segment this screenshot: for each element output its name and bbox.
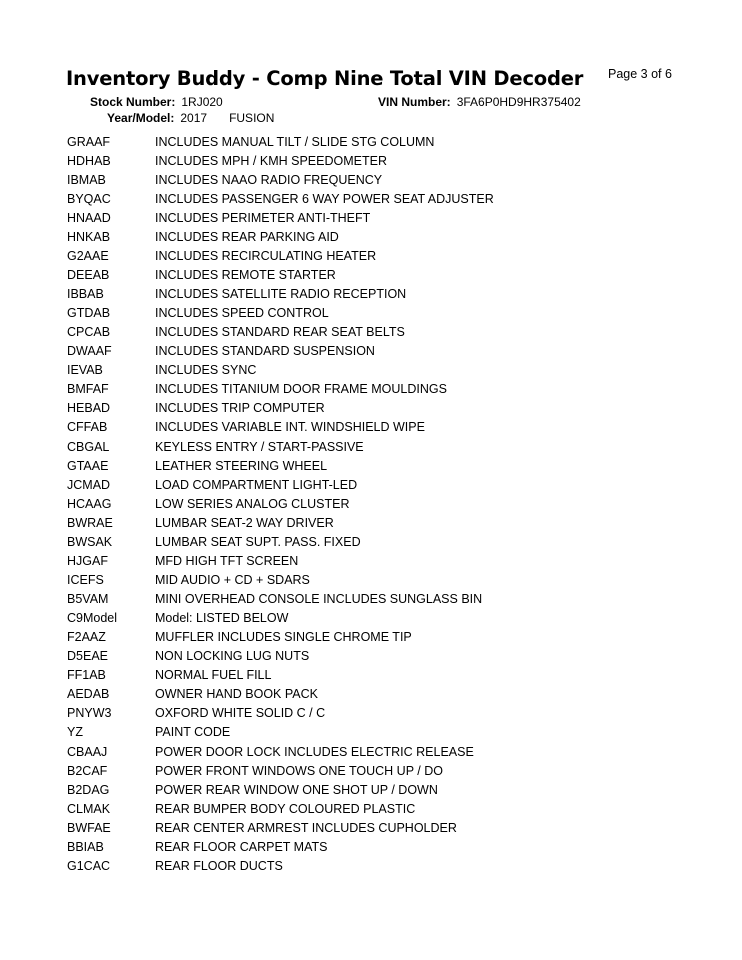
document-title: Inventory Buddy - Comp Nine Total VIN Decoder [66, 67, 584, 90]
list-item [67, 799, 667, 818]
option-code: PNYW3 [67, 706, 112, 721]
option-code: HNAAD [67, 210, 111, 225]
list-item [67, 132, 667, 151]
option-description: INCLUDES MANUAL TILT / SLIDE STG COLUMN [155, 134, 435, 149]
list-item [67, 647, 667, 666]
option-description: POWER REAR WINDOW ONE SHOT UP / DOWN [155, 782, 438, 797]
option-description: INCLUDES REAR PARKING AID [155, 229, 339, 244]
list-item [67, 532, 667, 551]
option-description: OXFORD WHITE SOLID C / C [155, 706, 326, 721]
option-description: LUMBAR SEAT SUPT. PASS. FIXED [155, 534, 361, 549]
vin-number [378, 95, 581, 109]
option-code-list [67, 132, 667, 875]
option-description: Model: LISTED BELOW [155, 611, 289, 626]
list-item [67, 551, 667, 570]
option-description: KEYLESS ENTRY / START-PASSIVE [155, 439, 364, 454]
option-description: NON LOCKING LUG NUTS [155, 649, 310, 664]
option-code: G2AAE [67, 248, 109, 263]
option-code: CLMAK [67, 801, 111, 816]
option-code: DEEAB [67, 267, 110, 282]
option-description: LUMBAR SEAT-2 WAY DRIVER [155, 515, 334, 530]
option-code: HEBAD [67, 401, 111, 416]
page-number: Page 3 of 6 [608, 67, 672, 81]
option-code: YZ [67, 725, 83, 740]
list-item [67, 666, 667, 685]
stock-number-label: Stock Number: [90, 95, 176, 109]
option-description: MFD HIGH TFT SCREEN [155, 553, 299, 568]
option-description: LOAD COMPARTMENT LIGHT-LED [155, 477, 358, 492]
option-description: LEATHER STEERING WHEEL [155, 458, 328, 473]
list-item [67, 513, 667, 532]
option-code: CFFAB [67, 420, 108, 435]
list-item [67, 590, 667, 609]
option-code: GRAAF [67, 134, 111, 149]
list-item [67, 265, 667, 284]
list-item [67, 227, 667, 246]
option-code: B2DAG [67, 782, 110, 797]
option-code: BBIAB [67, 839, 104, 854]
list-item [67, 761, 667, 780]
option-code: BYQAC [67, 191, 111, 206]
option-description: INCLUDES MPH / KMH SPEEDOMETER [155, 153, 387, 168]
option-code: JCMAD [67, 477, 111, 492]
option-code: HJGAF [67, 553, 108, 568]
option-description: INCLUDES REMOTE STARTER [155, 267, 336, 282]
list-item [67, 246, 667, 265]
option-description: NORMAL FUEL FILL [155, 668, 272, 683]
list-item [67, 570, 667, 589]
option-code: AEDAB [67, 687, 110, 702]
option-code: G1CAC [67, 858, 111, 873]
option-code: HNKAB [67, 229, 111, 244]
option-code: F2AAZ [67, 630, 106, 645]
option-description: MUFFLER INCLUDES SINGLE CHROME TIP [155, 630, 412, 645]
list-item [67, 628, 667, 647]
option-code: FF1AB [67, 668, 106, 683]
list-item [67, 494, 667, 513]
list-item [67, 170, 667, 189]
option-code: BMFAF [67, 382, 109, 397]
vin-number-label: VIN Number: [378, 95, 451, 109]
year-model-label: Year/Model: [107, 111, 175, 125]
option-code: BWRAE [67, 515, 113, 530]
list-item [67, 685, 667, 704]
option-description: INCLUDES NAAO RADIO FREQUENCY [155, 172, 383, 187]
option-description: REAR FLOOR CARPET MATS [155, 839, 328, 854]
option-description: LOW SERIES ANALOG CLUSTER [155, 496, 350, 511]
option-code: GTAAE [67, 458, 109, 473]
option-description: INCLUDES SPEED CONTROL [155, 306, 329, 321]
list-item [67, 837, 667, 856]
option-code: DWAAF [67, 344, 112, 359]
option-code: CPCAB [67, 325, 111, 340]
year-value: 2017 [180, 111, 208, 125]
list-item [67, 361, 667, 380]
list-item [67, 704, 667, 723]
option-description: INCLUDES STANDARD SUSPENSION [155, 344, 375, 359]
list-item [67, 437, 667, 456]
option-code: B2CAF [67, 763, 108, 778]
option-code: HCAAG [67, 496, 112, 511]
option-description: INCLUDES STANDARD REAR SEAT BELTS [155, 325, 405, 340]
list-item [67, 742, 667, 761]
option-description: REAR CENTER ARMREST INCLUDES CUPHOLDER [155, 820, 457, 835]
option-description: INCLUDES VARIABLE INT. WINDSHIELD WIPE [155, 420, 425, 435]
list-item [67, 856, 667, 875]
list-item [67, 475, 667, 494]
option-description: REAR FLOOR DUCTS [155, 858, 283, 873]
year-model [107, 111, 274, 125]
list-item [67, 456, 667, 475]
list-item [67, 380, 667, 399]
option-description: INCLUDES SATELLITE RADIO RECEPTION [155, 287, 407, 302]
option-description: INCLUDES SYNC [155, 363, 257, 378]
option-code: B5VAM [67, 592, 109, 607]
list-item [67, 189, 667, 208]
option-code: CBAAJ [67, 744, 108, 759]
option-code: IBMAB [67, 172, 106, 187]
list-item [67, 399, 667, 418]
list-item [67, 323, 667, 342]
option-description: REAR BUMPER BODY COLOURED PLASTIC [155, 801, 416, 816]
option-description: POWER DOOR LOCK INCLUDES ELECTRIC RELEASE [155, 744, 474, 759]
option-description: INCLUDES PASSENGER 6 WAY POWER SEAT ADJUSTER [155, 191, 494, 206]
list-item [67, 208, 667, 227]
option-description: PAINT CODE [155, 725, 231, 740]
model-value: FUSION [229, 111, 275, 125]
list-item [67, 418, 667, 437]
option-description: MID AUDIO + CD + SDARS [155, 572, 310, 587]
option-description: POWER FRONT WINDOWS ONE TOUCH UP / DO [155, 763, 443, 778]
option-code: HDHAB [67, 153, 111, 168]
option-code: D5EAE [67, 649, 108, 664]
list-item [67, 304, 667, 323]
list-item [67, 151, 667, 170]
list-item [67, 723, 667, 742]
option-description: INCLUDES PERIMETER ANTI-THEFT [155, 210, 371, 225]
option-code: IEVAB [67, 363, 103, 378]
option-code: IBBAB [67, 287, 104, 302]
option-code: GTDAB [67, 306, 111, 321]
list-item [67, 342, 667, 361]
list-item [67, 818, 667, 837]
list-item [67, 285, 667, 304]
vin-number-value: 3FA6P0HD9HR375402 [456, 95, 581, 109]
list-item [67, 780, 667, 799]
option-description: INCLUDES RECIRCULATING HEATER [155, 248, 377, 263]
option-code: ICEFS [67, 572, 104, 587]
option-description: INCLUDES TITANIUM DOOR FRAME MOULDINGS [155, 382, 447, 397]
stock-number [90, 95, 223, 109]
option-code: CBGAL [67, 439, 110, 454]
option-description: INCLUDES TRIP COMPUTER [155, 401, 325, 416]
option-description: OWNER HAND BOOK PACK [155, 687, 318, 702]
stock-number-value: 1RJ020 [181, 95, 223, 109]
option-description: MINI OVERHEAD CONSOLE INCLUDES SUNGLASS BIN [155, 592, 483, 607]
list-item [67, 609, 667, 628]
option-code: BWSAK [67, 534, 113, 549]
option-code: C9Model [67, 611, 118, 626]
option-code: BWFAE [67, 820, 111, 835]
